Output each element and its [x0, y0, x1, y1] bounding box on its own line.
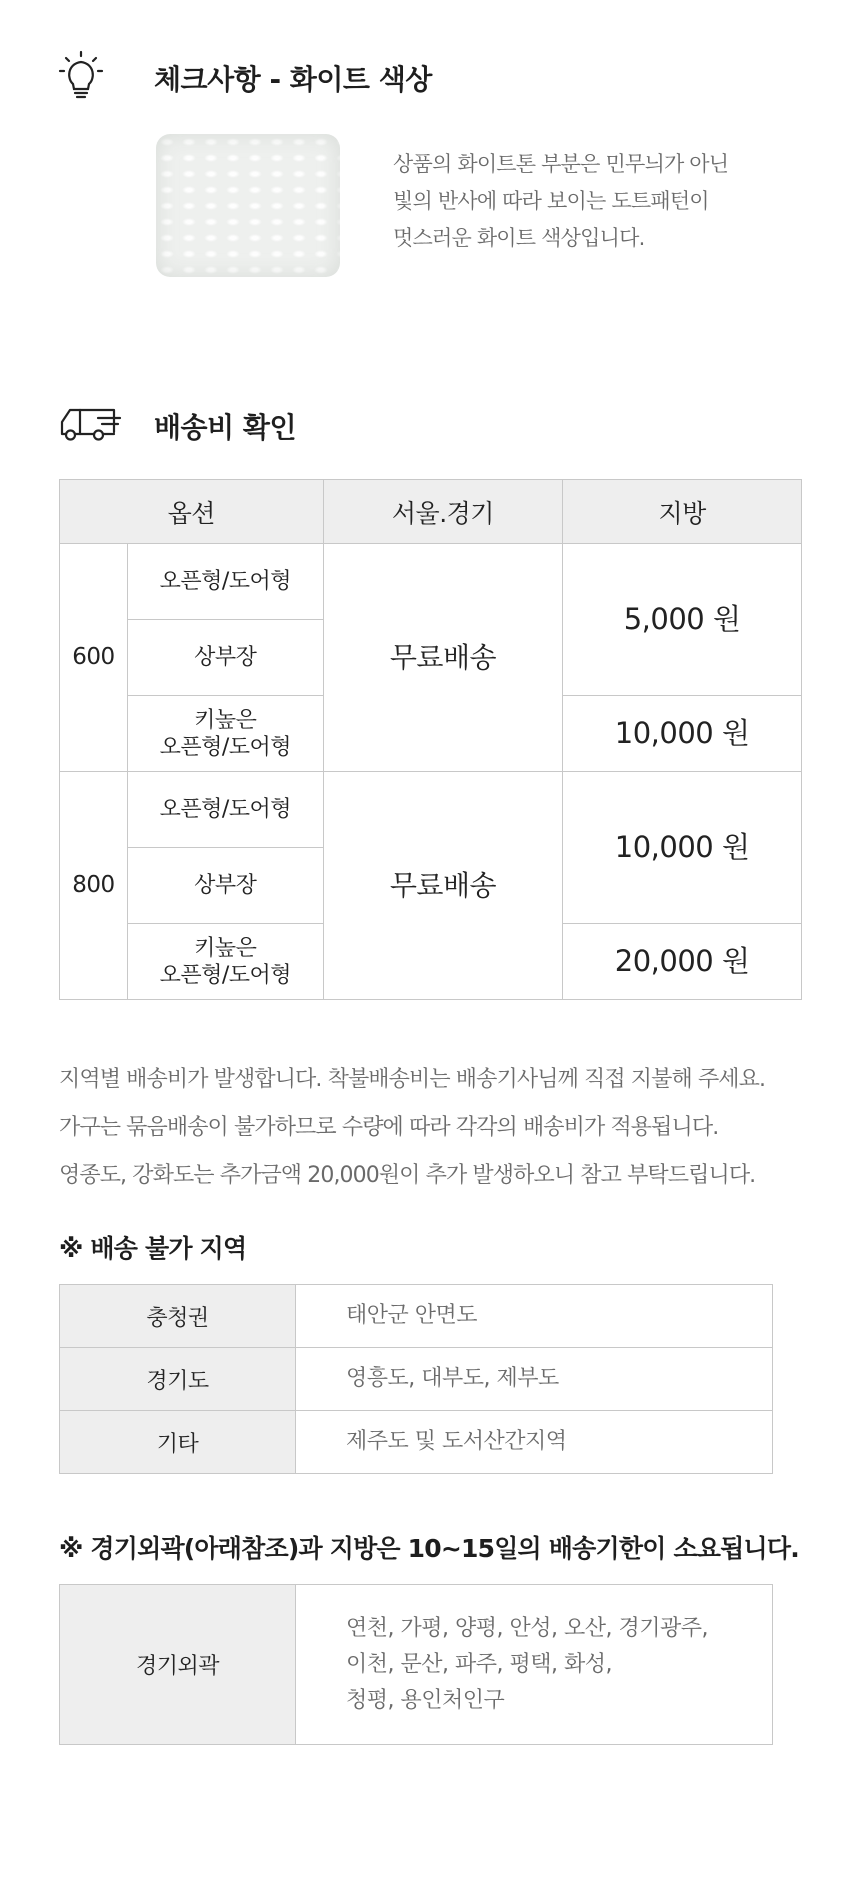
region-cell: 기타	[60, 1411, 296, 1474]
header-metro: 서울.경기	[323, 480, 563, 544]
lightbulb-icon	[58, 50, 104, 100]
desc-line: 빛의 반사에 따라 보이는 도트패턴이	[393, 189, 709, 213]
areas-cell	[296, 1585, 773, 1745]
region-fee-cell: 20,000 원	[563, 924, 802, 1000]
option-cell: 오픈형/도어형	[127, 772, 323, 848]
header-region: 지방	[563, 480, 802, 544]
areas-cell: 태안군 안면도	[296, 1285, 773, 1348]
section-title-check: 체크사항 - 화이트 색상	[154, 63, 432, 96]
region-fee-cell: 5,000 원	[563, 544, 802, 696]
size-cell: 800	[60, 772, 128, 1000]
region-fee-cell: 10,000 원	[563, 772, 802, 924]
region-cell: 충청권	[60, 1285, 296, 1348]
metro-fee-cell: 무료배송	[323, 772, 563, 1000]
outer-region-table	[59, 1584, 773, 1745]
section-title-shipping: 배송비 확인	[154, 411, 296, 444]
no-ship-title: ※ 배송 불가 지역	[59, 1234, 247, 1263]
region-cell: 경기도	[60, 1348, 296, 1411]
table-row	[60, 1585, 773, 1745]
areas-cell: 제주도 및 도서산간지역	[296, 1411, 773, 1474]
shipping-fee-table	[59, 479, 802, 1000]
no-ship-table	[59, 1284, 773, 1474]
table-row	[60, 1285, 773, 1348]
check-description	[393, 146, 728, 257]
note-line: 영종도, 강화도는 추가금액 20,000원이 추가 발생하오니 참고 부탁드립니다.	[59, 1163, 756, 1188]
areas-cell: 영흥도, 대부도, 제부도	[296, 1348, 773, 1411]
desc-line: 멋스러운 화이트 색상입니다.	[393, 226, 645, 250]
option-cell: 상부장	[127, 620, 323, 696]
size-cell: 600	[60, 544, 128, 772]
note-line: 지역별 배송비가 발생합니다. 착불배송비는 배송기사님께 직접 지불해 주세요.	[59, 1067, 766, 1092]
region-fee-cell: 10,000 원	[563, 696, 802, 772]
table-row	[60, 1411, 773, 1474]
areas-line: 이천, 문산, 파주, 평택, 화성,	[346, 1651, 612, 1677]
metro-fee-cell: 무료배송	[323, 544, 563, 772]
white-dot-pattern-swatch	[156, 134, 340, 277]
table-header-row	[60, 480, 802, 544]
table-row	[60, 772, 802, 848]
delivery-truck-icon	[58, 404, 122, 444]
header-option: 옵션	[60, 480, 324, 544]
option-cell: 키높은 오픈형/도어형	[127, 696, 323, 772]
table-row	[60, 1348, 773, 1411]
shipping-notes	[59, 1056, 765, 1200]
desc-line: 상품의 화이트톤 부분은 민무늬가 아닌	[393, 152, 729, 176]
outer-region-title: ※ 경기외곽(아래참조)과 지방은 10~15일의 배송기한이 소요됩니다.	[59, 1534, 799, 1563]
region-cell: 경기외곽	[60, 1585, 296, 1745]
areas-line: 연천, 가평, 양평, 안성, 오산, 경기광주,	[346, 1615, 708, 1641]
areas-line: 청평, 용인처인구	[346, 1687, 505, 1713]
table-row	[60, 544, 802, 620]
option-cell: 키높은 오픈형/도어형	[127, 924, 323, 1000]
option-cell: 오픈형/도어형	[127, 544, 323, 620]
option-cell: 상부장	[127, 848, 323, 924]
note-line: 가구는 묶음배송이 불가하므로 수량에 따라 각각의 배송비가 적용됩니다.	[59, 1115, 719, 1140]
